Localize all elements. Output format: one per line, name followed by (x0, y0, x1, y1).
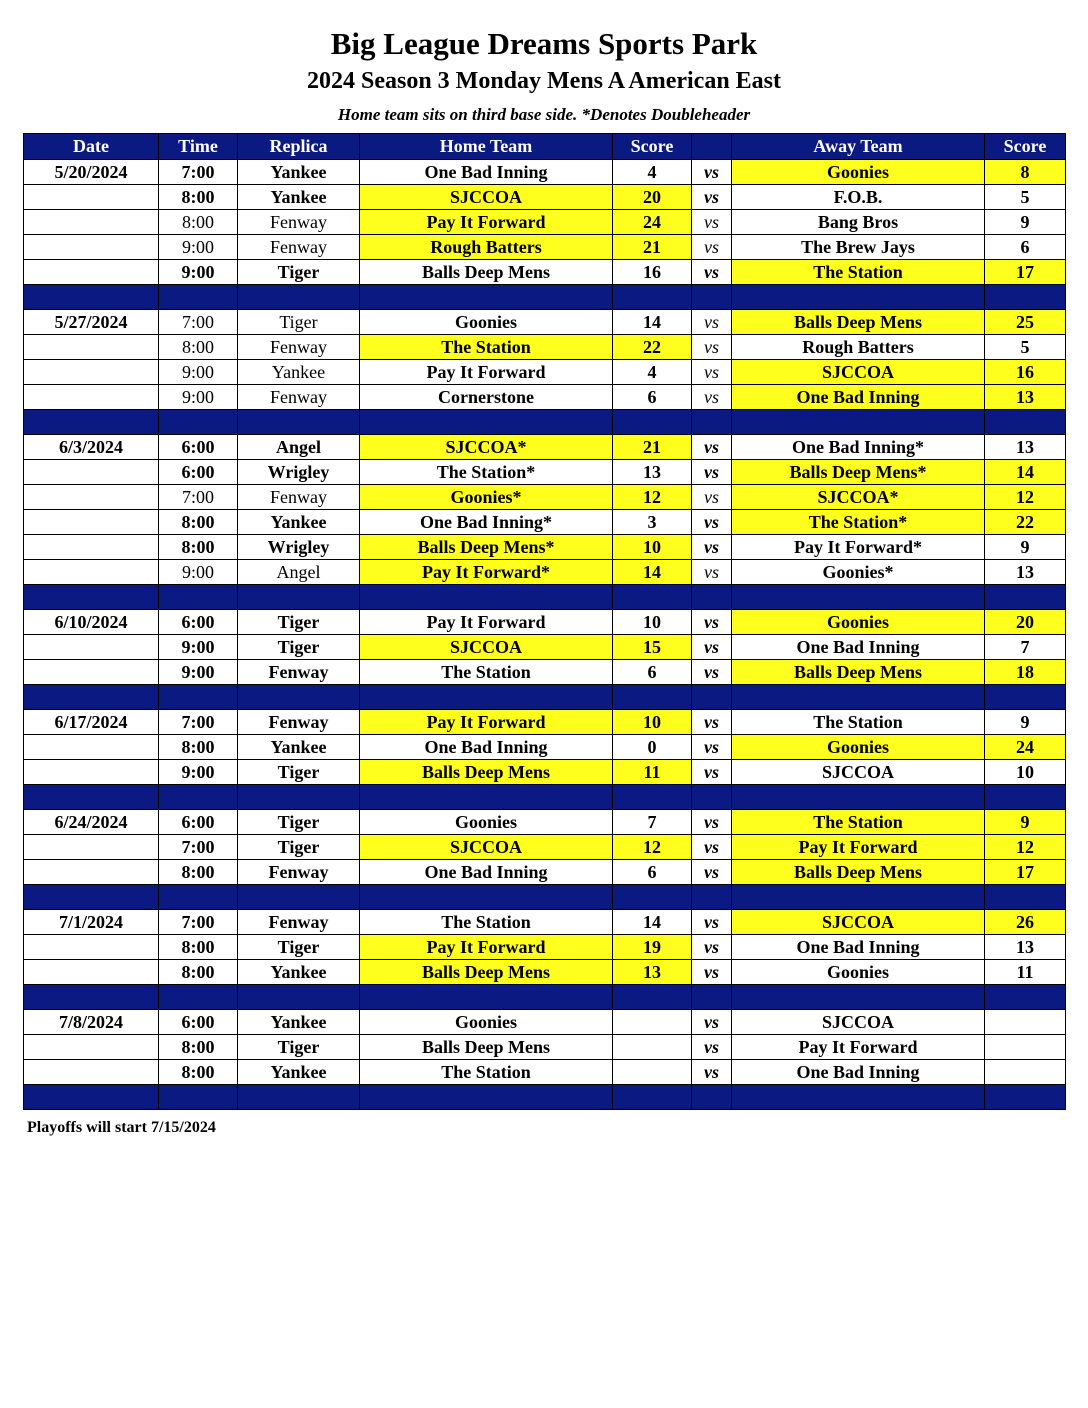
away-team-cell: The Station (732, 810, 985, 835)
home-team-cell: The Station* (360, 460, 613, 485)
away-score-cell: 17 (985, 260, 1066, 285)
vs-cell: vs (692, 635, 732, 660)
week-separator (24, 885, 1066, 910)
col-away-score: Score (985, 134, 1066, 160)
table-row (24, 1035, 1066, 1060)
away-score-cell: 7 (985, 635, 1066, 660)
table-row (24, 710, 1066, 735)
time-cell: 7:00 (159, 485, 238, 510)
home-score-cell (613, 1060, 692, 1085)
home-team-cell: SJCCOA (360, 835, 613, 860)
away-team-cell: Balls Deep Mens (732, 310, 985, 335)
table-row (24, 735, 1066, 760)
home-team-cell: Goonies (360, 810, 613, 835)
away-team-cell: Goonies (732, 960, 985, 985)
vs-cell: vs (692, 210, 732, 235)
date-cell (24, 360, 159, 385)
vs-cell: vs (692, 235, 732, 260)
home-team-cell: Cornerstone (360, 385, 613, 410)
date-cell (24, 560, 159, 585)
home-score-cell: 4 (613, 160, 692, 185)
away-score-cell: 18 (985, 660, 1066, 685)
home-team-cell: Pay It Forward (360, 210, 613, 235)
time-cell: 9:00 (159, 660, 238, 685)
replica-cell: Fenway (238, 485, 360, 510)
time-cell: 8:00 (159, 210, 238, 235)
home-team-cell: One Bad Inning (360, 160, 613, 185)
replica-cell: Yankee (238, 360, 360, 385)
away-team-cell: Pay It Forward (732, 835, 985, 860)
time-cell: 9:00 (159, 235, 238, 260)
table-row (24, 1010, 1066, 1035)
replica-cell: Angel (238, 560, 360, 585)
away-score-cell (985, 1035, 1066, 1060)
vs-cell: vs (692, 610, 732, 635)
table-row (24, 210, 1066, 235)
away-score-cell: 13 (985, 385, 1066, 410)
away-team-cell: Rough Batters (732, 335, 985, 360)
away-team-cell: The Station (732, 260, 985, 285)
table-row (24, 235, 1066, 260)
time-cell: 6:00 (159, 435, 238, 460)
vs-cell: vs (692, 435, 732, 460)
table-row (24, 535, 1066, 560)
home-score-cell: 6 (613, 860, 692, 885)
vs-cell: vs (692, 960, 732, 985)
replica-cell: Tiger (238, 260, 360, 285)
vs-cell: vs (692, 535, 732, 560)
date-cell (24, 185, 159, 210)
home-team-cell: SJCCOA (360, 635, 613, 660)
time-cell: 7:00 (159, 835, 238, 860)
home-team-cell: One Bad Inning* (360, 510, 613, 535)
vs-cell: vs (692, 660, 732, 685)
date-cell: 7/8/2024 (24, 1010, 159, 1035)
away-score-cell: 26 (985, 910, 1066, 935)
col-date: Date (24, 134, 159, 160)
schedule-body (24, 160, 1066, 1110)
vs-cell: vs (692, 460, 732, 485)
away-team-cell: Goonies (732, 735, 985, 760)
home-score-cell: 10 (613, 710, 692, 735)
away-team-cell: Balls Deep Mens (732, 860, 985, 885)
table-row (24, 835, 1066, 860)
date-cell (24, 660, 159, 685)
vs-cell: vs (692, 385, 732, 410)
away-team-cell: SJCCOA (732, 360, 985, 385)
time-cell: 8:00 (159, 960, 238, 985)
time-cell: 7:00 (159, 910, 238, 935)
date-cell (24, 1060, 159, 1085)
away-score-cell: 9 (985, 810, 1066, 835)
date-cell: 7/1/2024 (24, 910, 159, 935)
replica-cell: Fenway (238, 335, 360, 360)
away-team-cell: The Brew Jays (732, 235, 985, 260)
home-team-cell: SJCCOA* (360, 435, 613, 460)
home-score-cell (613, 1035, 692, 1060)
home-team-cell: Goonies* (360, 485, 613, 510)
week-separator (24, 685, 1066, 710)
home-score-cell: 13 (613, 960, 692, 985)
date-cell: 5/20/2024 (24, 160, 159, 185)
time-cell: 8:00 (159, 510, 238, 535)
replica-cell: Yankee (238, 1010, 360, 1035)
date-cell (24, 835, 159, 860)
date-cell (24, 460, 159, 485)
replica-cell: Yankee (238, 1060, 360, 1085)
away-score-cell (985, 1060, 1066, 1085)
vs-cell: vs (692, 485, 732, 510)
table-row (24, 935, 1066, 960)
home-team-cell: Pay It Forward (360, 610, 613, 635)
replica-cell: Tiger (238, 1035, 360, 1060)
replica-cell: Tiger (238, 610, 360, 635)
away-score-cell (985, 1010, 1066, 1035)
vs-cell: vs (692, 935, 732, 960)
vs-cell: vs (692, 810, 732, 835)
week-separator (24, 1085, 1066, 1110)
replica-cell: Fenway (238, 210, 360, 235)
table-row (24, 860, 1066, 885)
table-row (24, 435, 1066, 460)
date-cell (24, 860, 159, 885)
away-team-cell: Balls Deep Mens (732, 660, 985, 685)
away-score-cell: 12 (985, 835, 1066, 860)
home-team-cell: The Station (360, 335, 613, 360)
time-cell: 8:00 (159, 335, 238, 360)
away-team-cell: One Bad Inning (732, 635, 985, 660)
time-cell: 6:00 (159, 460, 238, 485)
replica-cell: Yankee (238, 185, 360, 210)
away-score-cell: 14 (985, 460, 1066, 485)
away-score-cell: 13 (985, 435, 1066, 460)
date-cell (24, 210, 159, 235)
table-row (24, 310, 1066, 335)
date-cell (24, 485, 159, 510)
table-row (24, 960, 1066, 985)
home-score-cell: 16 (613, 260, 692, 285)
away-team-cell: SJCCOA (732, 1010, 985, 1035)
week-separator (24, 285, 1066, 310)
date-cell (24, 535, 159, 560)
away-team-cell: Bang Bros (732, 210, 985, 235)
date-cell (24, 735, 159, 760)
away-score-cell: 12 (985, 485, 1066, 510)
home-score-cell: 21 (613, 435, 692, 460)
date-cell: 6/17/2024 (24, 710, 159, 735)
away-team-cell: Goonies (732, 610, 985, 635)
date-cell (24, 510, 159, 535)
table-row (24, 510, 1066, 535)
home-score-cell: 10 (613, 610, 692, 635)
away-team-cell: One Bad Inning (732, 385, 985, 410)
away-team-cell: One Bad Inning (732, 1060, 985, 1085)
time-cell: 8:00 (159, 535, 238, 560)
replica-cell: Tiger (238, 935, 360, 960)
col-vs (692, 134, 732, 160)
away-team-cell: One Bad Inning (732, 935, 985, 960)
date-cell (24, 635, 159, 660)
replica-cell: Fenway (238, 910, 360, 935)
vs-cell: vs (692, 860, 732, 885)
vs-cell: vs (692, 760, 732, 785)
away-team-cell: The Station* (732, 510, 985, 535)
time-cell: 6:00 (159, 610, 238, 635)
date-cell (24, 960, 159, 985)
table-row (24, 610, 1066, 635)
home-team-cell: Balls Deep Mens (360, 1035, 613, 1060)
away-score-cell: 10 (985, 760, 1066, 785)
away-team-cell: SJCCOA* (732, 485, 985, 510)
away-team-cell: SJCCOA (732, 910, 985, 935)
date-cell (24, 235, 159, 260)
home-score-cell: 10 (613, 535, 692, 560)
table-row (24, 335, 1066, 360)
home-team-cell: Balls Deep Mens (360, 960, 613, 985)
replica-cell: Fenway (238, 660, 360, 685)
home-team-cell: Goonies (360, 1010, 613, 1035)
replica-cell: Tiger (238, 635, 360, 660)
time-cell: 8:00 (159, 1035, 238, 1060)
date-cell (24, 760, 159, 785)
replica-cell: Tiger (238, 310, 360, 335)
col-home-team: Home Team (360, 134, 613, 160)
date-cell: 5/27/2024 (24, 310, 159, 335)
home-score-cell: 12 (613, 835, 692, 860)
time-cell: 9:00 (159, 760, 238, 785)
time-cell: 6:00 (159, 810, 238, 835)
home-score-cell: 13 (613, 460, 692, 485)
replica-cell: Tiger (238, 835, 360, 860)
away-team-cell: SJCCOA (732, 760, 985, 785)
playoffs-note: Playoffs will start 7/15/2024 (27, 1119, 216, 1136)
time-cell: 9:00 (159, 385, 238, 410)
away-score-cell: 24 (985, 735, 1066, 760)
time-cell: 8:00 (159, 935, 238, 960)
table-row (24, 560, 1066, 585)
vs-cell: vs (692, 310, 732, 335)
col-home-score: Score (613, 134, 692, 160)
away-score-cell: 17 (985, 860, 1066, 885)
date-cell (24, 335, 159, 360)
vs-cell: vs (692, 1010, 732, 1035)
col-away-team: Away Team (732, 134, 985, 160)
home-score-cell: 12 (613, 485, 692, 510)
time-cell: 7:00 (159, 310, 238, 335)
home-team-cell: Pay It Forward (360, 935, 613, 960)
week-separator (24, 985, 1066, 1010)
away-score-cell: 5 (985, 185, 1066, 210)
home-score-cell: 14 (613, 310, 692, 335)
away-score-cell: 5 (985, 335, 1066, 360)
date-cell (24, 1035, 159, 1060)
table-row (24, 160, 1066, 185)
home-team-cell: Pay It Forward* (360, 560, 613, 585)
date-cell (24, 385, 159, 410)
vs-cell: vs (692, 560, 732, 585)
vs-cell: vs (692, 335, 732, 360)
home-team-cell: Balls Deep Mens (360, 260, 613, 285)
home-score-cell: 14 (613, 560, 692, 585)
replica-cell: Tiger (238, 810, 360, 835)
vs-cell: vs (692, 910, 732, 935)
replica-cell: Yankee (238, 160, 360, 185)
table-row (24, 1060, 1066, 1085)
date-cell: 6/10/2024 (24, 610, 159, 635)
away-score-cell: 9 (985, 535, 1066, 560)
time-cell: 7:00 (159, 160, 238, 185)
home-team-cell: Balls Deep Mens (360, 760, 613, 785)
replica-cell: Wrigley (238, 535, 360, 560)
table-row (24, 910, 1066, 935)
time-cell: 9:00 (159, 360, 238, 385)
time-cell: 8:00 (159, 735, 238, 760)
week-separator (24, 585, 1066, 610)
away-score-cell: 9 (985, 710, 1066, 735)
vs-cell: vs (692, 1060, 732, 1085)
schedule-table (23, 133, 1066, 1110)
table-row (24, 760, 1066, 785)
page-subtitle: 2024 Season 3 Monday Mens A American East (306, 68, 782, 94)
away-score-cell: 8 (985, 160, 1066, 185)
home-team-cell: One Bad Inning (360, 860, 613, 885)
away-team-cell: The Station (732, 710, 985, 735)
vs-cell: vs (692, 835, 732, 860)
replica-cell: Wrigley (238, 460, 360, 485)
home-score-cell: 4 (613, 360, 692, 385)
away-score-cell: 11 (985, 960, 1066, 985)
date-cell: 6/24/2024 (24, 810, 159, 835)
away-team-cell: Pay It Forward (732, 1035, 985, 1060)
date-cell: 6/3/2024 (24, 435, 159, 460)
time-cell: 8:00 (159, 860, 238, 885)
home-score-cell: 22 (613, 335, 692, 360)
time-cell: 7:00 (159, 710, 238, 735)
replica-cell: Tiger (238, 760, 360, 785)
vs-cell: vs (692, 510, 732, 535)
away-team-cell: Balls Deep Mens* (732, 460, 985, 485)
table-row (24, 485, 1066, 510)
time-cell: 9:00 (159, 560, 238, 585)
table-row (24, 460, 1066, 485)
away-score-cell: 13 (985, 935, 1066, 960)
home-team-cell: SJCCOA (360, 185, 613, 210)
date-cell (24, 935, 159, 960)
table-row (24, 360, 1066, 385)
home-team-cell: Rough Batters (360, 235, 613, 260)
home-team-cell: The Station (360, 1060, 613, 1085)
vs-cell: vs (692, 735, 732, 760)
home-score-cell: 21 (613, 235, 692, 260)
home-score-cell: 15 (613, 635, 692, 660)
vs-cell: vs (692, 360, 732, 385)
away-team-cell: Goonies* (732, 560, 985, 585)
header-row (24, 134, 1066, 160)
home-score-cell: 20 (613, 185, 692, 210)
home-team-cell: The Station (360, 660, 613, 685)
page-title: Big League Dreams Sports Park (330, 26, 758, 61)
time-cell: 9:00 (159, 260, 238, 285)
table-row (24, 810, 1066, 835)
away-score-cell: 25 (985, 310, 1066, 335)
replica-cell: Fenway (238, 235, 360, 260)
vs-cell: vs (692, 160, 732, 185)
away-score-cell: 13 (985, 560, 1066, 585)
home-score-cell: 6 (613, 385, 692, 410)
vs-cell: vs (692, 710, 732, 735)
away-team-cell: Pay It Forward* (732, 535, 985, 560)
home-score-cell: 0 (613, 735, 692, 760)
home-score-cell: 19 (613, 935, 692, 960)
replica-cell: Yankee (238, 735, 360, 760)
col-replica: Replica (238, 134, 360, 160)
away-score-cell: 22 (985, 510, 1066, 535)
date-cell (24, 260, 159, 285)
away-team-cell: One Bad Inning* (732, 435, 985, 460)
home-team-cell: Pay It Forward (360, 710, 613, 735)
away-score-cell: 6 (985, 235, 1066, 260)
home-score-cell: 6 (613, 660, 692, 685)
schedule-note: Home team sits on third base side. *Denotes Doubleheader (337, 105, 751, 124)
home-team-cell: Pay It Forward (360, 360, 613, 385)
table-row (24, 260, 1066, 285)
col-time: Time (159, 134, 238, 160)
home-score-cell: 11 (613, 760, 692, 785)
home-team-cell: One Bad Inning (360, 735, 613, 760)
home-score-cell: 3 (613, 510, 692, 535)
table-row (24, 660, 1066, 685)
away-score-cell: 16 (985, 360, 1066, 385)
vs-cell: vs (692, 1035, 732, 1060)
week-separator (24, 785, 1066, 810)
table-row (24, 385, 1066, 410)
away-team-cell: Goonies (732, 160, 985, 185)
replica-cell: Angel (238, 435, 360, 460)
week-separator (24, 410, 1066, 435)
replica-cell: Yankee (238, 960, 360, 985)
home-team-cell: Goonies (360, 310, 613, 335)
time-cell: 9:00 (159, 635, 238, 660)
vs-cell: vs (692, 260, 732, 285)
away-score-cell: 9 (985, 210, 1066, 235)
replica-cell: Fenway (238, 710, 360, 735)
home-score-cell (613, 1010, 692, 1035)
vs-cell: vs (692, 185, 732, 210)
replica-cell: Yankee (238, 510, 360, 535)
home-score-cell: 14 (613, 910, 692, 935)
home-score-cell: 24 (613, 210, 692, 235)
replica-cell: Fenway (238, 385, 360, 410)
away-score-cell: 20 (985, 610, 1066, 635)
home-team-cell: The Station (360, 910, 613, 935)
table-row (24, 185, 1066, 210)
home-score-cell: 7 (613, 810, 692, 835)
home-team-cell: Balls Deep Mens* (360, 535, 613, 560)
time-cell: 6:00 (159, 1010, 238, 1035)
time-cell: 8:00 (159, 1060, 238, 1085)
away-team-cell: F.O.B. (732, 185, 985, 210)
table-row (24, 635, 1066, 660)
time-cell: 8:00 (159, 185, 238, 210)
replica-cell: Fenway (238, 860, 360, 885)
